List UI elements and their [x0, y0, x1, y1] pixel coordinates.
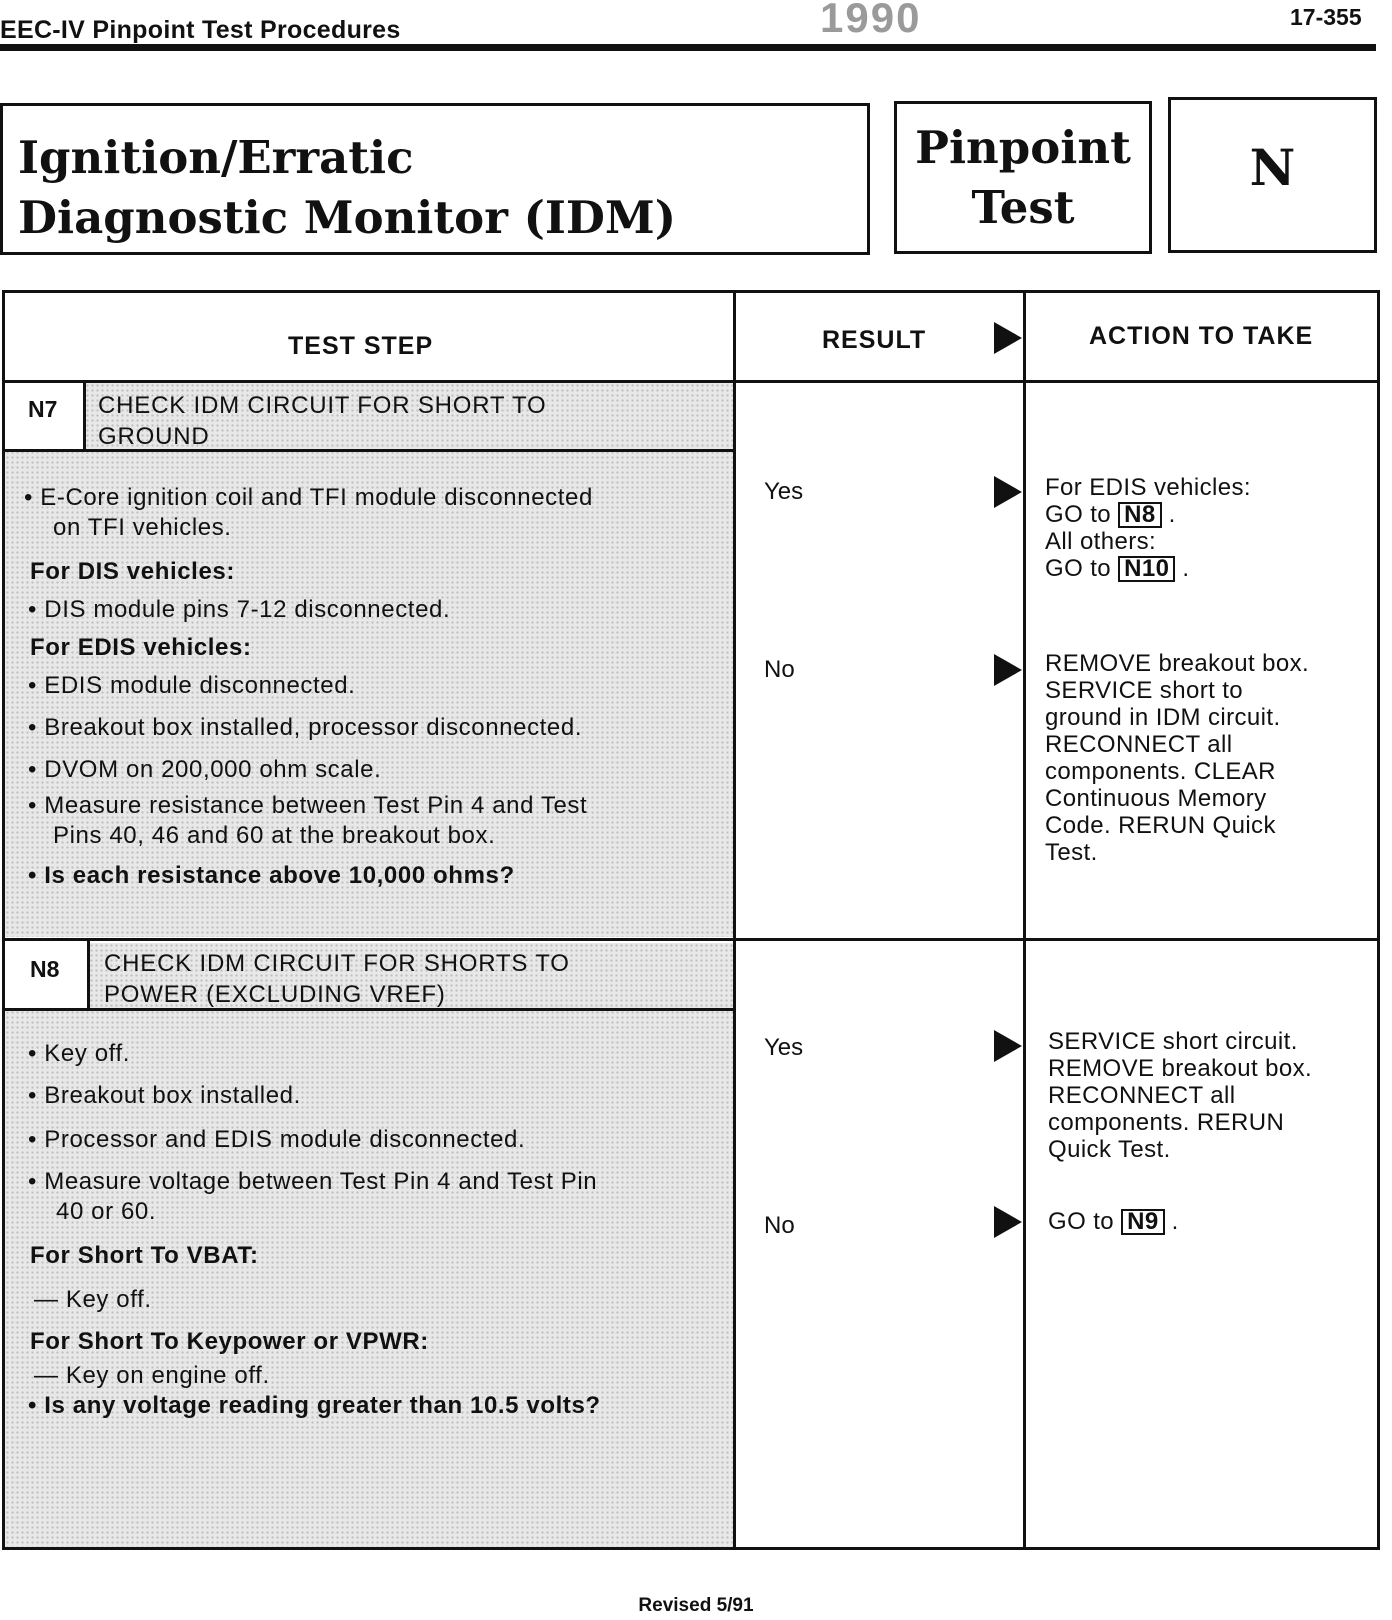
n7-step-line: • DVOM on 200,000 ohm scale. [28, 756, 382, 783]
n8-action-yes: SERVICE short circuit. REMOVE breakout box. RECONNECT all components. RERUN Quick Test. [1048, 1028, 1313, 1163]
goto-step-n8[interactable]: N8 [1118, 502, 1161, 528]
n7-step-line: • EDIS module disconnected. [28, 672, 356, 699]
n7-action-yes: For EDIS vehicles: GO to N8 . All others: GO to N10 . [1045, 474, 1251, 582]
header-row-divider [2, 380, 1380, 383]
col-divider-1 [733, 290, 736, 1550]
n7-step-line: • Measure resistance between Test Pin 4 and Test [28, 792, 588, 819]
n7-step-id: N7 [28, 396, 58, 422]
goto-step-n9[interactable]: N9 [1121, 1209, 1164, 1235]
title-line-1: Ignition/Erratic [18, 131, 414, 184]
test-letter: N [1249, 138, 1296, 197]
n8-result-yes: Yes [764, 1034, 804, 1061]
arrow-right-icon [994, 322, 1022, 354]
col-header-test-step: TEST STEP [288, 332, 434, 360]
goto-step-n10[interactable]: N10 [1118, 556, 1175, 582]
col-divider-2 [1023, 290, 1026, 1550]
col-header-action: ACTION TO TAKE [1089, 322, 1314, 350]
n8-step-line: — Key off. [34, 1286, 152, 1313]
col-header-result: RESULT [822, 326, 927, 354]
n7-step-line: Pins 40, 46 and 60 at the breakout box. [53, 822, 496, 849]
page-title [18, 128, 676, 248]
n8-step-line: • Measure voltage between Test Pin 4 and Test Pin [28, 1168, 598, 1195]
arrow-right-icon [994, 654, 1022, 686]
n8-step-line: • Processor and EDIS module disconnected. [28, 1126, 526, 1153]
n8-step-line: 40 or 60. [56, 1198, 157, 1225]
manual-section-title: EEC-IV Pinpoint Test Procedures [0, 16, 401, 44]
n7-step-subhead: For DIS vehicles: [30, 558, 235, 585]
pinpoint-test-label [894, 118, 1152, 238]
arrow-right-icon [994, 476, 1022, 508]
n8-id-divider [87, 938, 90, 1009]
n8-action-no: GO to N9 . [1048, 1208, 1179, 1235]
pinpoint-line-1: Pinpoint [915, 121, 1131, 174]
n7-id-divider [83, 380, 86, 450]
n8-step-line: • Key off. [28, 1040, 131, 1067]
arrow-right-icon [994, 1030, 1022, 1062]
n7-step-title: CHECK IDM CIRCUIT FOR SHORT TO GROUND [98, 392, 547, 450]
n8-step-subhead: For Short To VBAT: [30, 1242, 259, 1269]
n8-step-line: — Key on engine off. [34, 1362, 270, 1389]
n8-step-line: • Breakout box installed. [28, 1082, 301, 1109]
n8-step-subhead: For Short To Keypower or VPWR: [30, 1328, 429, 1355]
n7-step-question: • Is each resistance above 10,000 ohms? [28, 862, 515, 889]
n7-result-yes: Yes [764, 478, 804, 505]
page-number: 17-355 [1290, 4, 1362, 30]
model-year-stamp: 1990 [820, 0, 922, 41]
row-divider [2, 938, 1380, 941]
n8-step-question: • Is any voltage reading greater than 10.5 volts? [28, 1392, 601, 1419]
n8-step-title: CHECK IDM CIRCUIT FOR SHORTS TO POWER (EXCLUDING VREF) [104, 950, 570, 1008]
n7-step-line: • DIS module pins 7-12 disconnected. [28, 596, 451, 623]
n7-step-subhead: For EDIS vehicles: [30, 634, 252, 661]
pinpoint-line-2: Test [971, 181, 1075, 234]
n7-step-line: on TFI vehicles. [53, 514, 232, 541]
n7-step-line: • E-Core ignition coil and TFI module disconnected [24, 484, 593, 511]
n7-result-no: No [764, 656, 795, 683]
header-rule [0, 44, 1376, 51]
n7-step-line: • Breakout box installed, processor disconnected. [28, 714, 583, 741]
revision-note: Revised 5/91 [638, 1595, 754, 1616]
n7-action-no: REMOVE breakout box. SERVICE short to ground in IDM circuit. RECONNECT all components. CLEAR Continuous Memory Code. RERUN Quick Test. [1045, 650, 1310, 866]
title-line-2: Diagnostic Monitor (IDM) [18, 191, 677, 244]
arrow-right-icon [994, 1206, 1022, 1238]
n8-result-no: No [764, 1212, 795, 1239]
n8-step-id: N8 [30, 956, 60, 982]
